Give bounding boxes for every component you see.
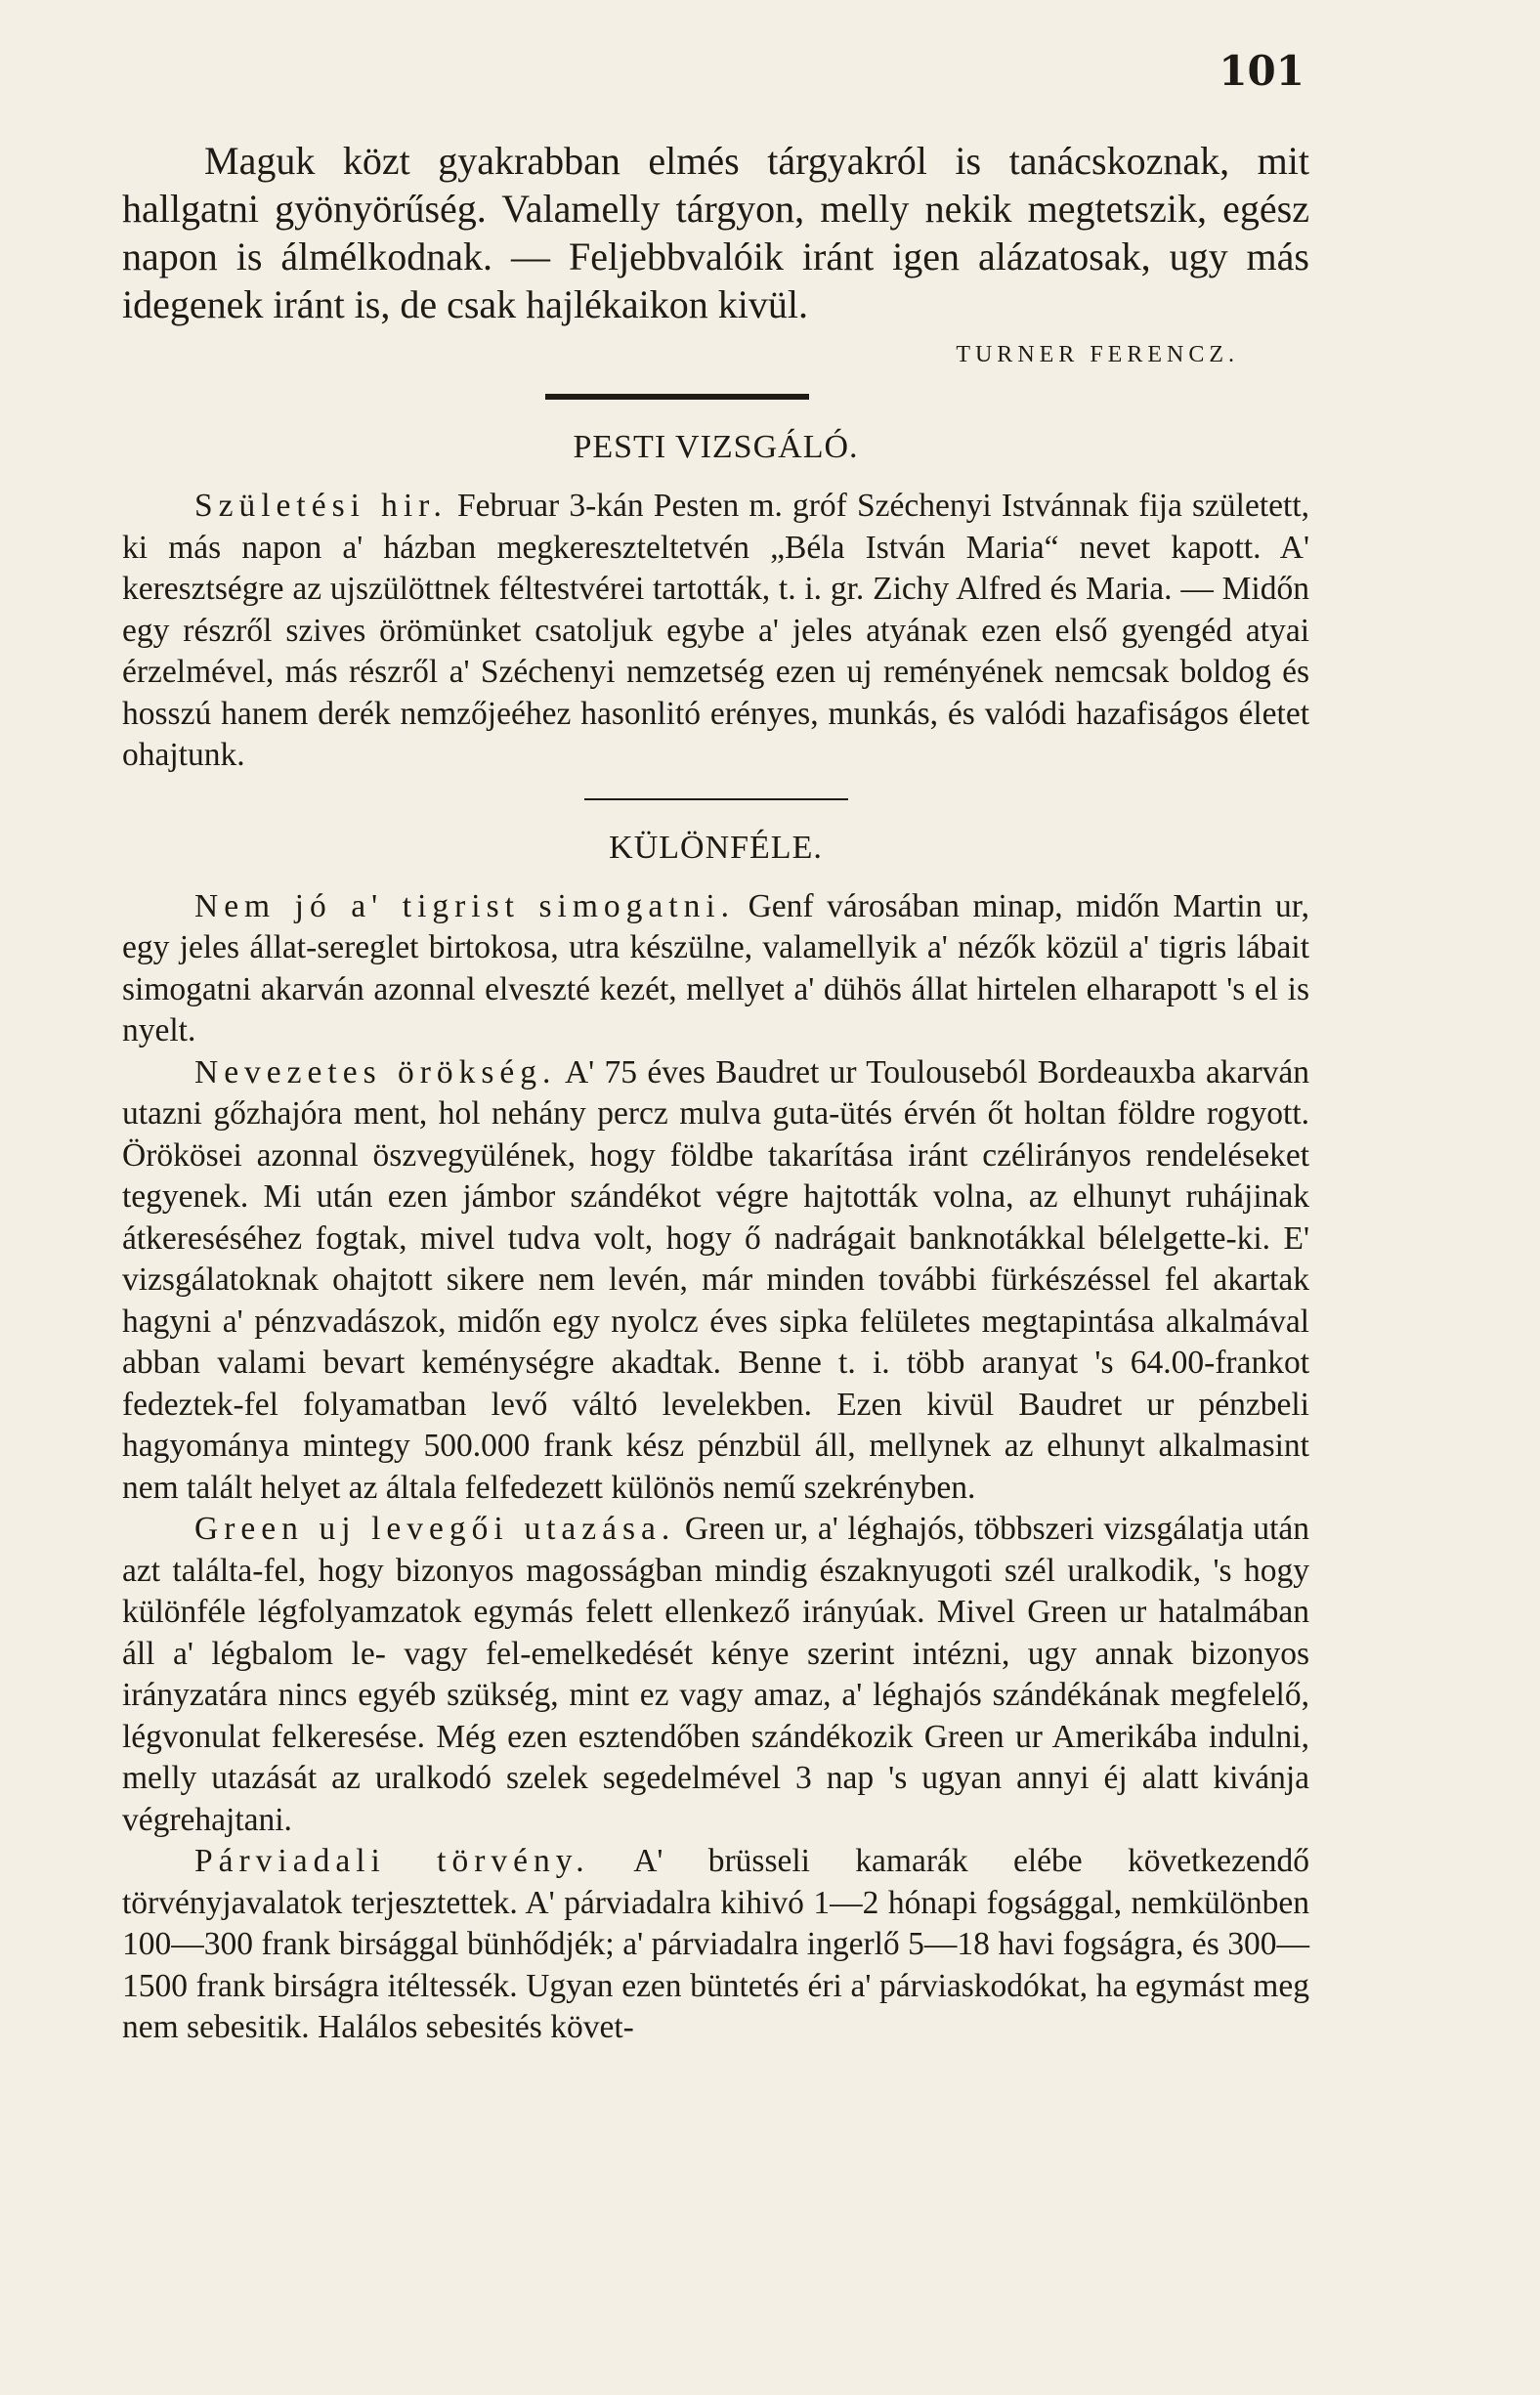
- article-green-balloon: [122, 1509, 1309, 1841]
- article-body: A' 75 éves Baudret ur Toulouseból Bordeauxba akarván utazni gőzhajóra ment, hol nehány percz mulva guta-ütés érvén őt holtan földre rogyott. Örökösei azonnal öszvegyülének, hogy földbe takarítása iránt czélirányos rendeléseket tegyenek. Mi után ezen jámbor szándékot végre hajtották volna, az elhunyt ruhájinak átkereséséhez fogtak, mivel tudva volt, hogy ő nadrágait banknotákkal bélelgette-ki. E' vizsgálatoknak ohajtott sikere nem levén, már minden további fürkészéssel fel akartak hagyni a' pénzvadászok, midőn egy nyolcz éves sipka felületes megtapintása alkalmával abban valami bevart keménységre akadtak. Benne t. i. több aranyat 's 64.00-frankot fedeztek-fel folyamatban levő váltó levelekben. Ezen kivül Baudret ur pénzbeli hagyománya mintegy 500.000 frank kész pénzbül áll, mellynek az elhunyt alkalmasint nem talált helyet az általa felfedezett különös nemű szekrényben.: [122, 1053, 1309, 1506]
- page-number: 101: [1219, 47, 1305, 95]
- section-divider: [584, 798, 848, 800]
- article-title: Nem jó a' tigrist simogatni.: [194, 887, 736, 924]
- author-signature: TURNER FERENCZ.: [956, 342, 1239, 367]
- article-tiger: [122, 886, 1309, 1052]
- article-body: Februar 3-kán Pesten m. gróf Széchenyi Istvánnak fija született, ki más napon a' házban megkereszteltetvén „Béla István Maria“ nevet kapott. A' keresztségre az ujszülöttnek féltestvérei tartották, t. i. gr. Zichy Alfred és Maria. — Midőn egy részről szives örömünket csatoljuk egybe a' jeles atyának ezen első gyengéd atyai érzelmével, más részről a' Széchenyi nemzetség ezen uj reményének nemcsak boldog és hosszú hanem derék nemzőjeéhez hasonlitó erényes, munkás, és valódi hazafiságos életet ohajtunk.: [122, 488, 1310, 773]
- section-heading-pesti-vizsgalo: PESTI VIZSGÁLÓ.: [573, 429, 859, 465]
- article-title: Nevezetes örökség.: [194, 1053, 557, 1091]
- article-title: Párviadali törvény.: [194, 1843, 590, 1879]
- section-heading-kulonfele: KÜLÖNFÉLE.: [609, 829, 823, 866]
- article-duel-law: [122, 1841, 1309, 2049]
- text-column: [122, 137, 1309, 2049]
- article-title: Születési hir.: [194, 488, 448, 524]
- article-birth-news: [122, 486, 1309, 777]
- article-body: A' brüsseli kamarák elébe következendő törvényjavalatok terjesztettek. A' párviadalra kihivó 1—2 hónapi fogsággal, nemkülönben 100—300 frank birsággal bünhődjék; a' párviadalra ingerlő 5—18 havi fogságra, és 300—1500 frank birságra itéltessék. Ugyan ezen büntetés éri a' párviaskodókat, ha egymást meg nem sebesitik. Halálos sebesités követ-: [122, 1843, 1309, 2045]
- article-inheritance: [122, 1052, 1309, 1510]
- article-title: Green uj levegői utazása.: [194, 1511, 676, 1547]
- section-divider: [545, 394, 809, 400]
- article-body: Green ur, a' léghajós, többszeri vizsgálatja után azt találta-fel, hogy bizonyos magosságban mindig északnyugoti szél uralkodik, 's hogy különféle légfolyamzatok egymás felett ellenkező irányúak. Mivel Green ur hatalmában áll a' légbalom le- vagy fel-emelkedését kénye szerint intézni, ugy annak bizonyos irányzatára nincs egyéb szükség, mint ez vagy amaz, a' léghajós szándékának megfelelő, légvonulat felkeresése. Még ezen esztendőben szándékozik Green ur Amerikába indulni, melly utazását az uralkodó szelek segedelmével 3 nap 's ugyan annyi éj alatt kivánja végrehajtani.: [122, 1511, 1309, 1838]
- intro-paragraph: Maguk közt gyakrabban elmés tárgyakról is tanácskoznak, mit hallgatni gyönyörűség. Valamelly tárgyon, melly nekik megtetszik, egész napon is álmélkodnak. — Feljebbvalóik iránt igen alázatosak, ugy más idegenek iránt is, de csak hajlékaikon kivül.: [122, 139, 1309, 326]
- article-body: Genf városában minap, midőn Martin ur, egy jeles állat-sereglet birtokosa, utra készülne, valamellyik a' nézők közül a' tigris lábait simogatni akarván azonnal elveszté kezét, mellyet a' dühös állat hirtelen elharapott 's el is nyelt.: [122, 887, 1309, 1048]
